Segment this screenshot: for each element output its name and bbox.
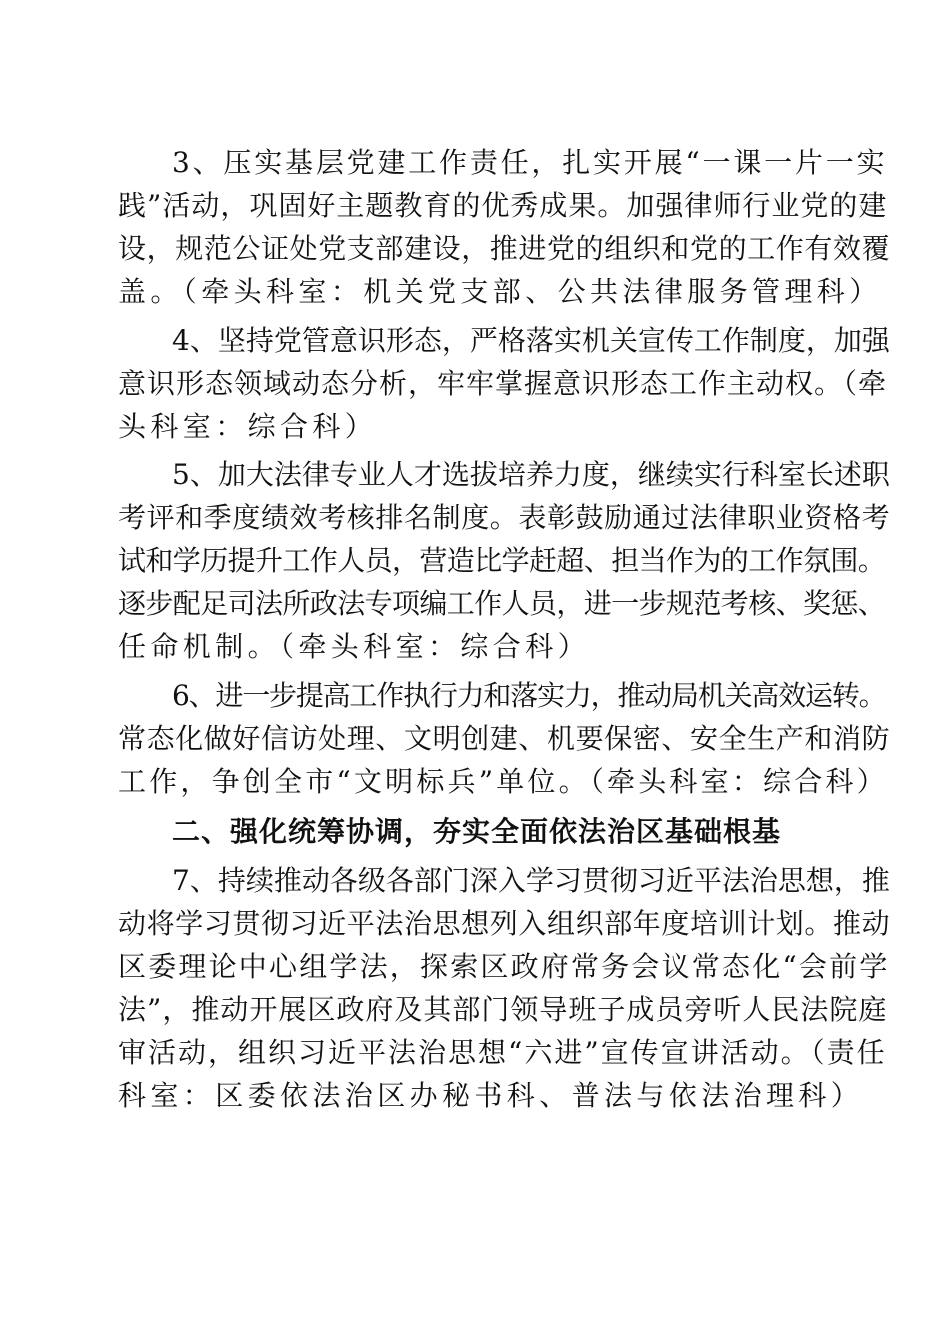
text-line: 6、进一步提高工作执行力和落实力，推动局机关高效运转。	[172, 679, 886, 712]
text-line: 审活动，组织习近平法治思想“六进”宣传宣讲活动。（责任	[118, 1036, 887, 1069]
text-line: 头科室：综合科）	[118, 410, 378, 443]
text-line: 任命机制。（牵头科室：综合科）	[118, 630, 591, 663]
text-line: 5、加大法律专业人才选拔培养力度，继续实行科室长述职	[172, 458, 890, 491]
text-line: 3、压实基层党建工作责任，扎实开展“一课一片一实	[172, 146, 888, 179]
text-line: 意识形态领域动态分析，牢牢掌握意识形态工作主动权。（牵	[118, 367, 888, 400]
text-line: 盖。（牵头科室：机关党支部、公共法律服务管理科）	[118, 275, 882, 308]
text-line: 7、持续推动各级各部门深入学习贯彻习近平法治思想，推	[172, 864, 890, 897]
text-line: 动将学习贯彻习近平法治思想列入组织部年度培训计划。推动	[118, 907, 891, 940]
text-line: 设，规范公证处党支部建设，推进党的组织和党的工作有效覆	[118, 232, 891, 265]
text-line: 法”，推动开展区政府及其部门领导班子成员旁听人民法院庭	[118, 993, 888, 1026]
text-line: 考评和季度绩效考核排名制度。表彰鼓励通过法律职业资格考	[118, 501, 891, 534]
text-line: 4、坚持党管意识形态，严格落实机关宣传工作制度，加强	[172, 324, 890, 357]
text-line: 常态化做好信访处理、文明创建、机要保密、安全生产和消防	[118, 722, 891, 755]
text-line: 试和学历提升工作人员，营造比学赶超、担当作为的工作氛围。	[118, 544, 886, 577]
text-line: 区委理论中心组学法，探索区政府常务会议常态化“会前学	[118, 950, 890, 983]
text-line: 科室：区委依法治区办秘书科、普法与依法治理科）	[118, 1079, 864, 1112]
text-line: 工作，争创全市“文明标兵”单位。（牵头科室：综合科）	[118, 765, 888, 798]
text-line: 逐步配足司法所政法专项编工作人员，进一步规范考核、奖惩、	[118, 587, 886, 620]
text-line: 践”活动，巩固好主题教育的优秀成果。加强律师行业党的建	[118, 189, 888, 222]
section-heading: 二、强化统筹协调，夯实全面依法治区基础根基	[172, 815, 782, 848]
